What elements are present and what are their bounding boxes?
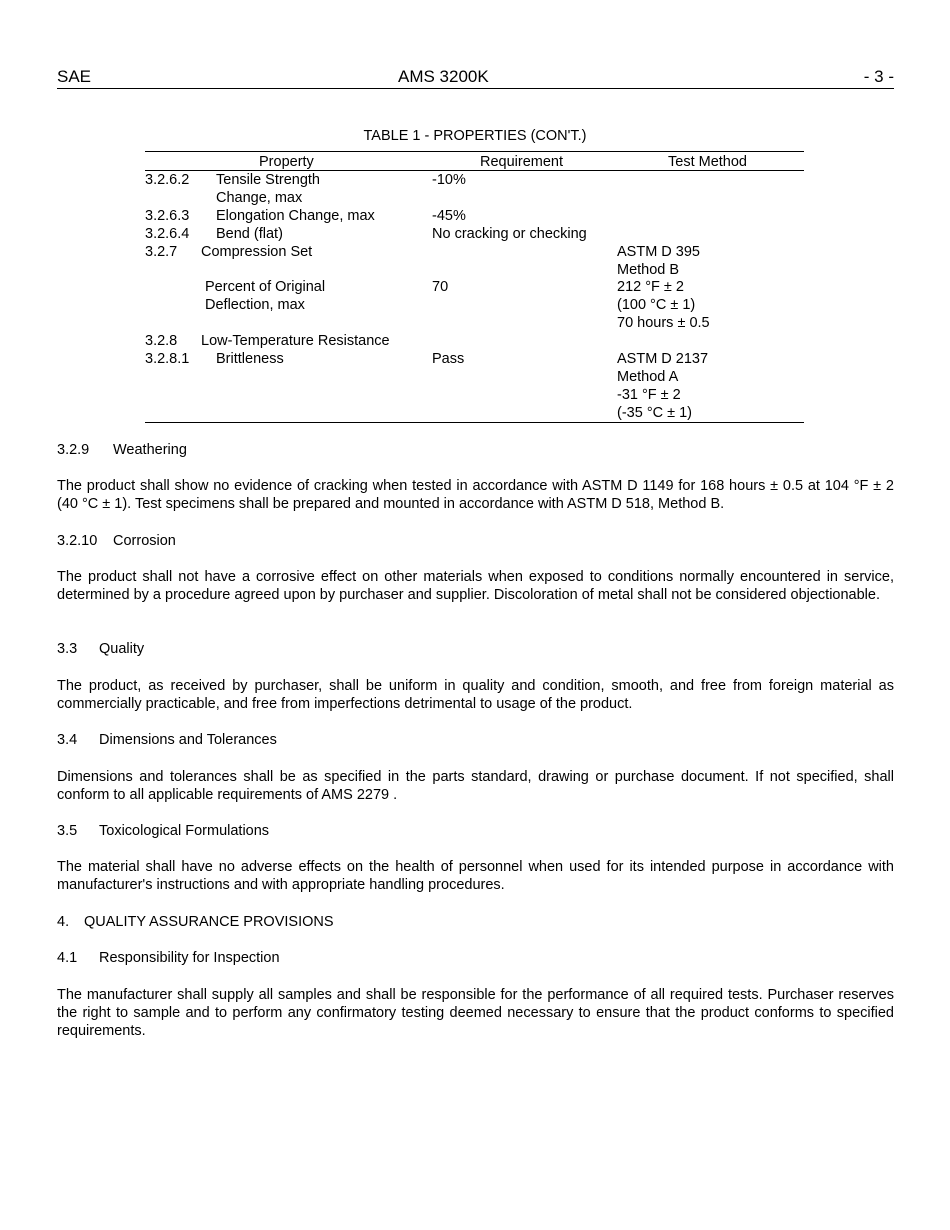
row-requirement: 70	[432, 279, 449, 295]
header-page-number: - 3 -	[863, 67, 894, 86]
table-title: TABLE 1 - PROPERTIES (CON'T.)	[363, 128, 587, 144]
section-body-inspection: The manufacturer shall supply all samples and shall be responsible for the performance of all required tests. Purchaser reserves the right to sample and to perform any confirmatory testing deemed necessary to ensure that the product conforms to specified requirements.	[57, 987, 894, 1039]
row-test-method-cont: Method B	[617, 262, 680, 278]
section-title: Corrosion	[113, 533, 176, 549]
section-title: Dimensions and Tolerances	[99, 732, 277, 748]
section-title: Weathering	[113, 442, 187, 458]
row-requirement: Pass	[432, 351, 465, 367]
row-test-method-cont: Method A	[617, 369, 679, 385]
row-property: Bend (flat)	[216, 226, 283, 242]
properties-table	[145, 151, 804, 423]
row-number: 3.2.6.3	[145, 208, 190, 224]
row-requirement: -10%	[432, 172, 466, 188]
section-body-toxicological: The material shall have no adverse effects on the health of personnel when used for its intended purpose in accordance with manufacturer's instructions and with appropriate handling procedures.	[57, 859, 894, 893]
row-requirement: -45%	[432, 208, 466, 224]
section-title: Toxicological Formulations	[99, 823, 270, 839]
section-number: 4.	[57, 914, 70, 930]
row-number: 3.2.8	[145, 333, 178, 349]
row-property: Percent of Original	[205, 279, 326, 295]
row-test-method: 212 °F ± 2	[617, 279, 684, 295]
section-heading-corrosion	[57, 532, 176, 550]
section-title: QUALITY ASSURANCE PROVISIONS	[84, 914, 334, 930]
row-test-method-cont: (-35 °C ± 1)	[617, 405, 692, 421]
row-number: 3.2.7	[145, 244, 178, 260]
section-body-quality: The product, as received by purchaser, shall be uniform in quality and condition, smooth, and free from foreign material as commercially practicable, and free from imperfections detrimental to usage of the product.	[57, 678, 894, 712]
section-heading-weathering	[57, 441, 187, 459]
row-property-cont: Change, max	[216, 190, 303, 206]
section-title: Responsibility for Inspection	[99, 950, 280, 966]
section-heading-quality	[57, 640, 144, 658]
row-property: Low-Temperature Resistance	[201, 333, 390, 349]
row-property-cont: Deflection, max	[205, 297, 305, 313]
row-test-method-cont: (100 °C ± 1)	[617, 297, 696, 313]
section-heading-dimensions	[57, 731, 277, 749]
row-number: 3.2.6.2	[145, 172, 190, 188]
col-header-property: Property	[259, 154, 314, 170]
row-property: Compression Set	[201, 244, 313, 260]
row-requirement: No cracking or checking	[432, 226, 587, 242]
section-body-weathering: The product shall show no evidence of cracking when tested in accordance with ASTM D 1149 for 168 hours ± 0.5 at 104 °F ± 2 (40 °C ± 1). Test specimens shall be prepared and mounted in accordance with ASTM D 518, Method B.	[57, 478, 894, 512]
row-test-method: ASTM D 395	[617, 244, 700, 260]
col-header-requirement: Requirement	[480, 154, 564, 170]
section-title: Quality	[99, 641, 145, 657]
section-number: 3.2.9	[57, 442, 90, 458]
col-header-test-method: Test Method	[668, 154, 747, 170]
section-number: 3.5	[57, 823, 78, 839]
page-header	[57, 67, 894, 89]
section-body-corrosion: The product shall not have a corrosive effect on other materials when exposed to conditions normally encountered in service, determined by a procedure agreed upon by purchaser and supplier. Discoloration of metal shall not be considered objectionable.	[57, 569, 894, 603]
section-heading-toxicological	[57, 822, 269, 840]
row-test-method: ASTM D 2137	[617, 351, 709, 367]
section-heading-quality-assurance	[57, 913, 334, 931]
row-property: Brittleness	[216, 351, 284, 367]
section-number: 3.2.10	[57, 533, 98, 549]
row-property: Tensile Strength	[216, 172, 320, 188]
section-number: 3.4	[57, 732, 78, 748]
section-heading-inspection	[57, 949, 280, 967]
row-property: Elongation Change, max	[216, 208, 375, 224]
header-doc-id: AMS 3200K	[398, 67, 489, 86]
section-number: 4.1	[57, 950, 78, 966]
header-org: SAE	[57, 67, 92, 86]
row-test-method-cont: -31 °F ± 2	[617, 387, 681, 403]
row-test-method-cont: 70 hours ± 0.5	[617, 315, 710, 331]
row-number: 3.2.6.4	[145, 226, 190, 242]
section-number: 3.3	[57, 641, 78, 657]
row-number: 3.2.8.1	[145, 351, 190, 367]
section-body-dimensions: Dimensions and tolerances shall be as specified in the parts standard, drawing or purchase document. If not specified, shall conform to all applicable requirements of AMS 2279 .	[57, 769, 894, 803]
